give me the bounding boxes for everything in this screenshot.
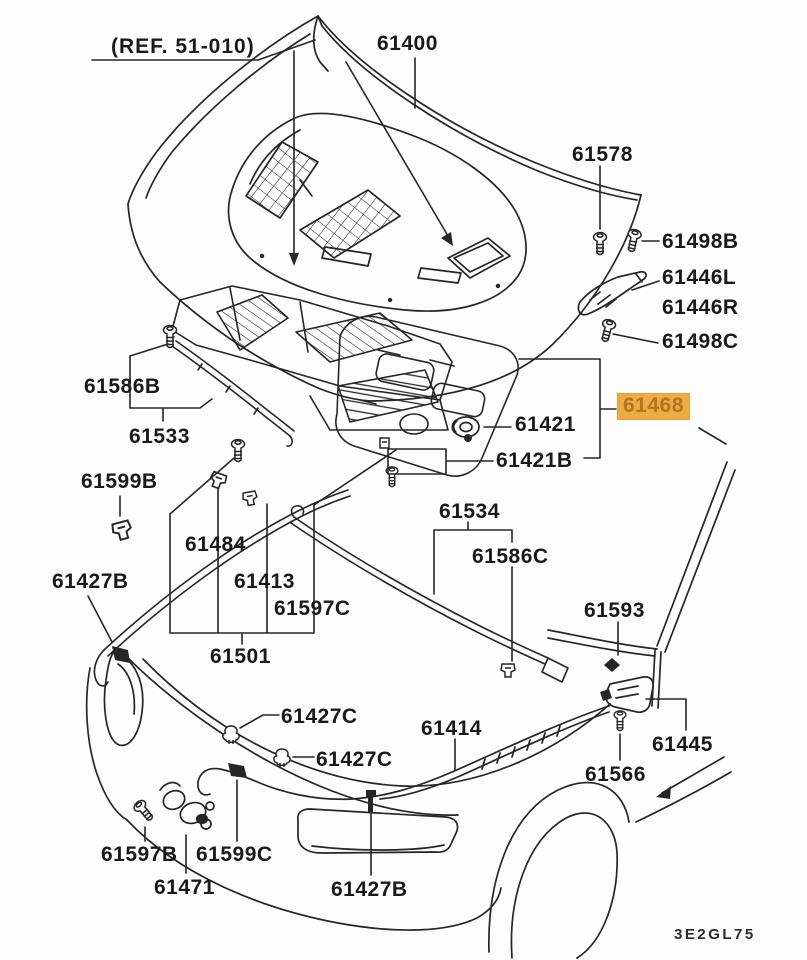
diagram-code: 3E2GL75 — [674, 926, 756, 943]
part-label-61414[interactable]: 61414 — [421, 717, 482, 740]
part-label-61421B[interactable]: 61421B — [496, 449, 573, 472]
part-label-61566[interactable]: 61566 — [585, 763, 646, 786]
part-label-61427C-b[interactable]: 61427C — [316, 748, 393, 771]
part-label-61498C[interactable]: 61498C — [662, 330, 739, 353]
part-label-61498B[interactable]: 61498B — [662, 230, 739, 253]
part-label-61586C[interactable]: 61586C — [472, 545, 549, 568]
part-label-61471[interactable]: 61471 — [154, 876, 215, 899]
part-label-61599C[interactable]: 61599C — [196, 843, 273, 866]
part-label-61599B[interactable]: 61599B — [81, 470, 158, 493]
part-label-61501[interactable]: 61501 — [210, 645, 271, 668]
part-label-61586B[interactable]: 61586B — [84, 375, 161, 398]
part-label-61534[interactable]: 61534 — [439, 500, 500, 523]
ref-note[interactable]: (REF. 51-010) — [111, 35, 255, 58]
part-label-61597B[interactable]: 61597B — [101, 843, 178, 866]
part-label-61445[interactable]: 61445 — [652, 733, 713, 756]
part-label-61597C[interactable]: 61597C — [274, 597, 351, 620]
part-label-61400[interactable]: 61400 — [377, 32, 438, 55]
part-label-61413[interactable]: 61413 — [234, 570, 295, 593]
part-label-61484[interactable]: 61484 — [185, 533, 246, 556]
part-label-61427C-a[interactable]: 61427C — [281, 705, 358, 728]
part-label-61427B-left[interactable]: 61427B — [52, 570, 129, 593]
part-label-61446R[interactable]: 61446R — [662, 296, 739, 319]
part-label-61421[interactable]: 61421 — [515, 413, 576, 436]
part-label-61593[interactable]: 61593 — [584, 599, 645, 622]
part-label-61468-highlighted[interactable]: 61468 — [617, 393, 690, 420]
part-label-61533[interactable]: 61533 — [129, 425, 190, 448]
part-label-61578[interactable]: 61578 — [572, 143, 633, 166]
part-label-61427B-bottom[interactable]: 61427B — [331, 878, 408, 901]
part-label-61446L[interactable]: 61446L — [662, 266, 737, 289]
